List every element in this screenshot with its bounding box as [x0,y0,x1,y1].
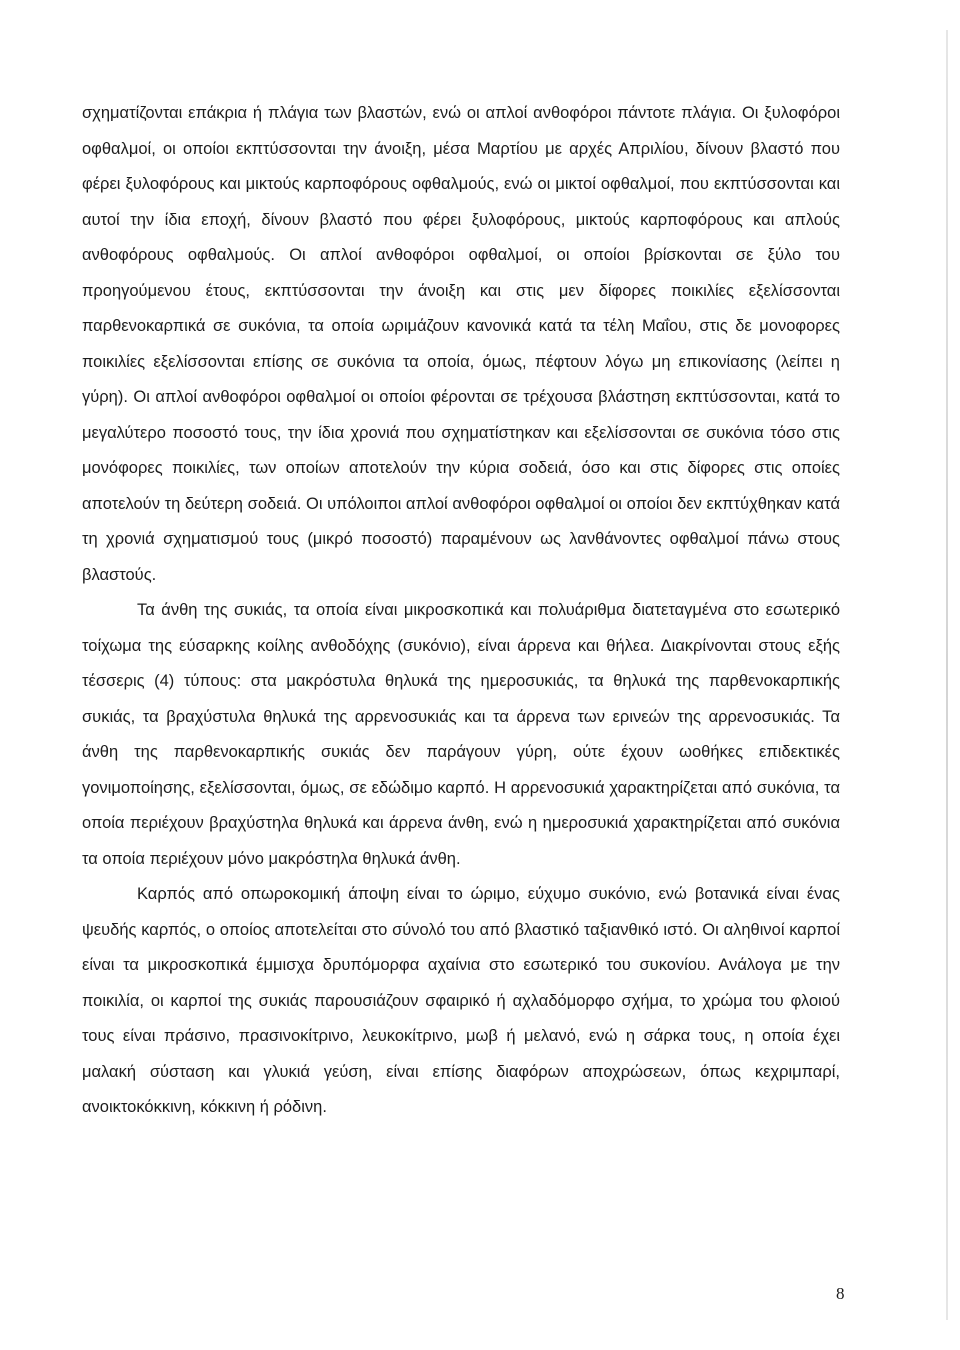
document-body [82,96,840,1126]
paragraph-fruit: Καρπός από οπωροκομική άποψη είναι το ώριμο, εύχυμο συκόνιο, ενώ βοτανικά είναι ένας ψευδής καρπός, ο οποίος αποτελείται στο σύνολό του από βλαστικό ταξιανθικό ιστό. Οι αληθινοί καρποί είναι τα μικροσκοπικά έμμισχα δρυπόμορφα αχαίνια στο εσωτερικό του συκονίου. Ανάλογα με την ποικιλία, οι καρποί της συκιάς παρουσιάζουν σφαιρικό ή αχλαδόμορφο σχήμα, το χρώμα του φλοιού τους είναι πράσινο, πρασινοκίτρινο, λευκοκίτρινο, μωβ ή μελανό, ενώ η σάρκα τους, η οποία έχει μαλακή σύσταση και γλυκιά γεύση, είναι επίσης διαφόρων αποχρώσεων, όπως κεχριμπαρί, ανοικτοκόκκινη, κόκκινη ή ρόδινη. [82,885,840,1116]
scan-page-edge [946,30,948,1320]
paragraph-flowers: Τα άνθη της συκιάς, τα οποία είναι μικροσκοπικά και πολυάριθμα διατεταγμένα στο εσωτερικό τοίχωμα της εύσαρκης κοίλης ανθοδόχης (συκόνιο), είναι άρρενα και θήλεα. Διακρίνονται στους εξής τέσσερις (4) τύπους: στα μακρόστυλα θηλυκά της ημεροσυκιάς, τα θηλυκά της παρθενοκαρπικής συκιάς, τα βραχύστυλα θηλυκά της αρρενοσυκιάς και τα άρρενα των ερινεών της αρρενοσυκιάς. Τα άνθη της παρθενοκαρπικής συκιάς δεν παράγουν γύρη, ούτε έχουν ωοθήκες επιδεκτικές γονιμοποίησης, εξελίσσονται, όμως, σε εδώδιμο καρπό. Η αρρενοσυκιά χαρακτηρίζεται από συκόνια, τα οποία περιέχουν βραχύστηλα θηλυκά και άρρενα άνθη, ενώ η ημεροσυκιά χαρακτηρίζεται από συκόνια τα οποία περιέχουν μόνο μακρόστηλα θηλυκά άνθη. [82,601,840,868]
paragraph-buds: σχηματίζονται επάκρια ή πλάγια των βλαστών, ενώ οι απλοί ανθοφόροι πάντοτε πλάγια. Οι ξυλοφόροι οφθαλμοί, οι οποίοι εκπτύσσονται την άνοιξη, μέσα Μαρτίου με αρχές Απριλίου, δίνουν βλαστό που φέρει ξυλοφόρους και μικτούς καρποφόρους οφθαλμούς, ενώ οι μικτοί οφθαλμοί, που εκπτύσσονται και αυτοί την ίδια εποχή, δίνουν βλαστό που φέρει ξυλοφόρους, μικτούς καρποφόρους και απλούς ανθοφόρους οφθαλμούς. Οι απλοί ανθοφόροι οφθαλμοί, οι οποίοι βρίσκονται σε ξύλο του προηγούμενου έτους, εκπτύσσονται την άνοιξη και στις μεν δίφορες ποικιλίες εξελίσσονται παρθενοκαρπικά σε συκόνια, τα οποία ωριμάζουν κανονικά κατά τα τέλη Μαΐου, στις δε μονοφορες ποικιλίες εξελίσσονται επίσης σε συκόνια τα οποία, όμως, πέφτουν λόγω μη επικονίασης (λείπει η γύρη). Οι απλοί ανθοφόροι οφθαλμοί οι οποίοι φέρονται σε τρέχουσα βλάστηση εκπτύσσονται, κατά το μεγαλύτερο ποσοστό τους, την ίδια χρονιά που σχηματίστηκαν και εξελίσσονται σε συκόνια τόσο στις μονόφορες ποικιλίες, των οποίων αποτελούν την κύρια σοδειά, όσο και στις δίφορες στις οποίες αποτελούν τη δεύτερη σοδειά. Οι υπόλοιποι απλοί ανθοφόροι οφθαλμοί οι οποίοι δεν εκπτύχθηκαν κατά τη χρονιά σχηματισμού τους (μικρό ποσοστό) παραμένουν ως λανθάνοντες οφθαλμοί πάνω στους βλαστούς. [82,104,840,584]
page-number: 8 [836,1284,845,1303]
